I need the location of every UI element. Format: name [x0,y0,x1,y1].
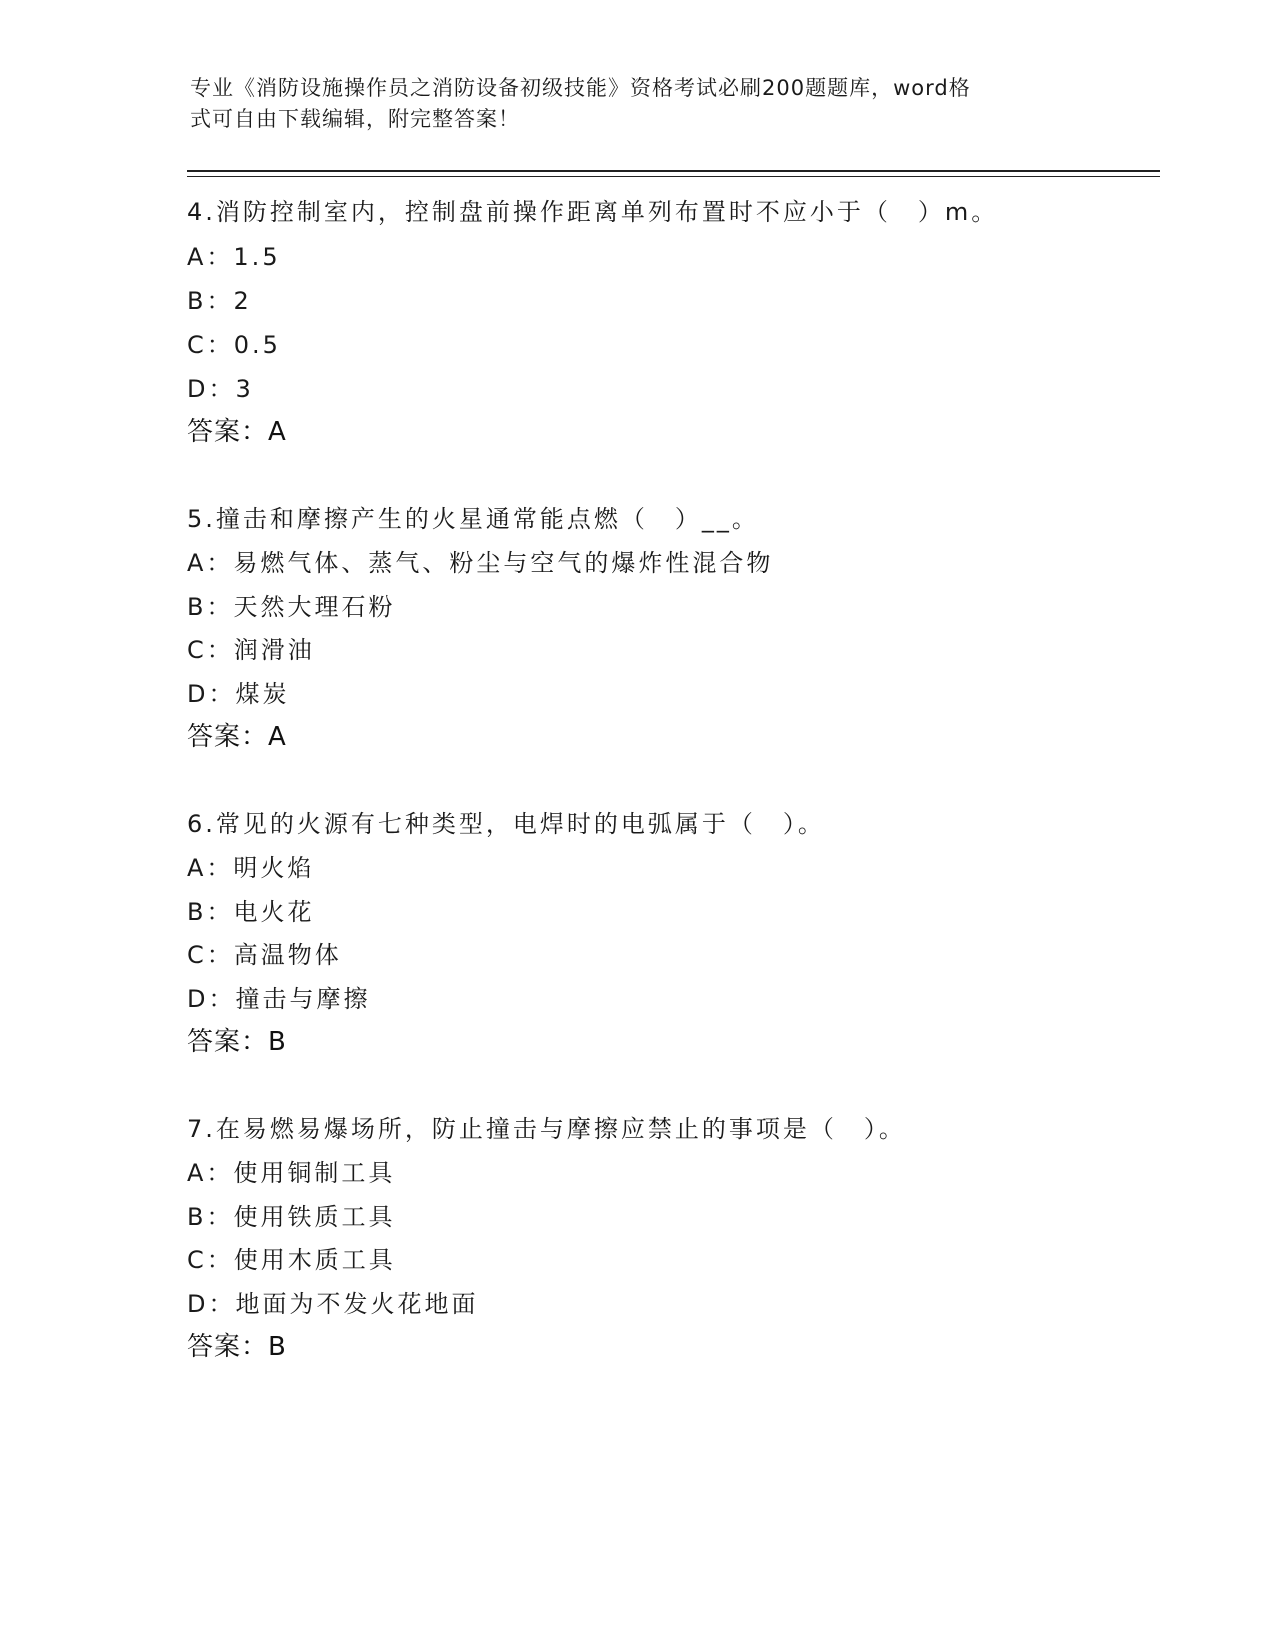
question-option: A：易燃气体、蒸气、粉尘与空气的爆炸性混合物 [187,549,774,577]
question-option: A：明火焰 [187,854,315,882]
question-option: D：3 [187,375,254,403]
question-answer: 答案：A [187,722,287,752]
question-option: C：0.5 [187,331,281,359]
question-option: D：煤炭 [187,680,290,708]
question-option: D：撞击与摩擦 [187,985,371,1013]
question-option: D：地面为不发火花地面 [187,1290,479,1318]
header-divider-top [187,170,1160,172]
question-title: 5.撞击和摩擦产生的火星通常能点燃（ ）__。 [187,505,759,533]
question-option: A：1.5 [187,243,281,271]
document-header-line-1: 专业《消防设施操作员之消防设备初级技能》资格考试必刷200题题库，word格 [190,76,971,100]
question-option: A：使用铜制工具 [187,1159,396,1187]
question-title: 4.消防控制室内，控制盘前操作距离单列布置时不应小于（ ）m。 [187,198,999,226]
question-answer: 答案：B [187,1332,287,1362]
question-answer: 答案：B [187,1027,287,1057]
question-option: B：电火花 [187,898,315,926]
question-option: B：使用铁质工具 [187,1203,396,1231]
document-header-line-2: 式可自由下载编辑，附完整答案！ [190,107,520,131]
question-title: 6.常见的火源有七种类型，电焊时的电弧属于（ ）。 [187,810,825,838]
question-title: 7.在易燃易爆场所，防止撞击与摩擦应禁止的事项是（ ）。 [187,1115,906,1143]
question-option: C：润滑油 [187,636,315,664]
question-answer: 答案：A [187,417,287,447]
question-option: C：高温物体 [187,941,342,969]
question-option: B：2 [187,287,252,315]
header-divider-bottom [187,176,1160,177]
question-option: C：使用木质工具 [187,1246,396,1274]
question-option: B：天然大理石粉 [187,593,396,621]
